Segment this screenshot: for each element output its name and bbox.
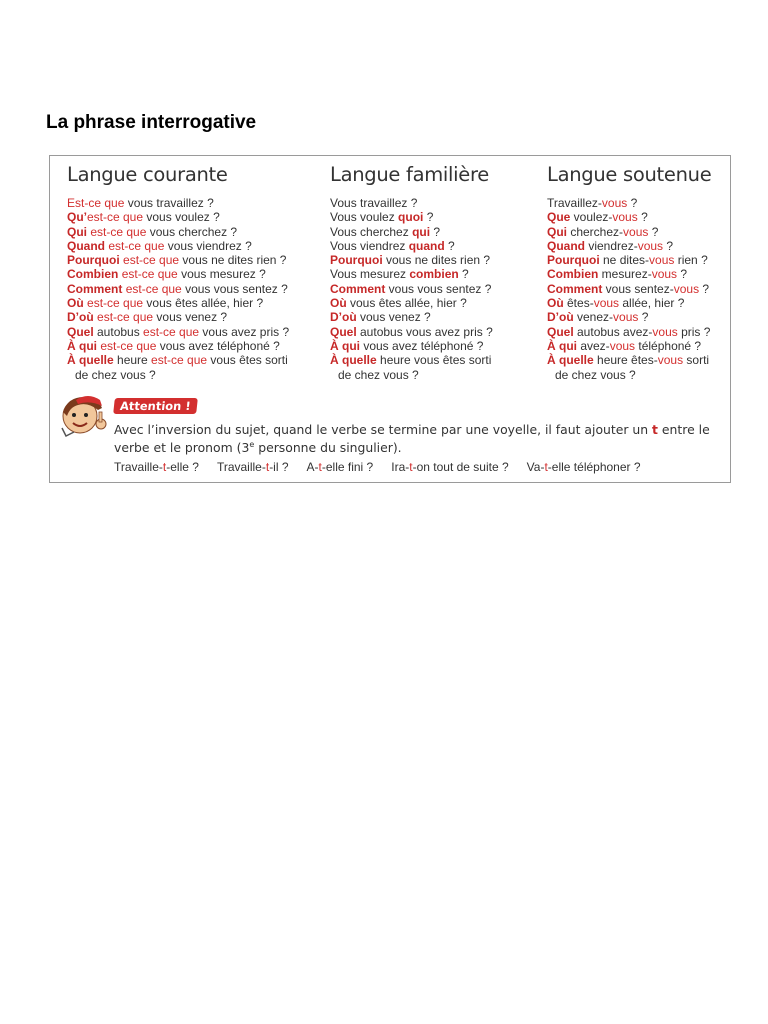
text-segment: ? <box>677 267 688 282</box>
text-segment: ? <box>444 238 455 253</box>
text-segment: vous <box>649 253 675 268</box>
question-line <box>547 325 729 339</box>
text-segment: est-ce que <box>87 210 144 225</box>
question-line <box>547 282 729 296</box>
question-line <box>67 253 329 267</box>
question-line <box>330 368 546 382</box>
question-line <box>547 267 729 281</box>
text-segment: Quand <box>547 238 585 253</box>
text-segment: -elle téléphoner ? <box>547 460 641 474</box>
text-segment: ? <box>648 224 659 239</box>
question-line <box>330 239 546 253</box>
text-segment: Où <box>67 296 84 311</box>
attention-text-part: entre le verbe et le pronom (3 <box>114 422 710 456</box>
text-segment: mesurez- <box>598 267 652 282</box>
text-segment: avez- <box>577 338 610 353</box>
question-line <box>67 225 329 239</box>
text-segment: Combien <box>547 267 599 282</box>
text-segment: À quelle <box>330 353 377 368</box>
text-segment: Qui <box>547 224 567 239</box>
text-segment: D’où <box>67 310 94 325</box>
text-segment: vous mesurez ? <box>177 267 266 282</box>
text-segment: Où <box>330 296 347 311</box>
grammar-box <box>49 155 731 483</box>
text-segment: ? <box>663 238 674 253</box>
question-line <box>330 253 546 267</box>
column-heading: Langue familière <box>330 163 489 186</box>
text-segment: Travaille- <box>114 460 163 474</box>
text-segment: est-ce que <box>87 296 144 311</box>
column-lines <box>67 196 329 382</box>
text-segment: ? <box>430 224 441 239</box>
text-segment: Pourquoi <box>330 253 383 268</box>
text-segment: vous <box>609 338 636 353</box>
question-line <box>547 310 729 324</box>
text-segment: -elle fini ? <box>321 460 374 474</box>
text-segment: combien <box>409 267 459 282</box>
question-line <box>547 225 729 239</box>
attention-note <box>58 392 726 482</box>
text-segment: Est-ce que <box>67 196 125 210</box>
text-segment: Ira- <box>391 460 410 474</box>
text-segment: vous avez téléphoné ? <box>360 338 484 353</box>
text-segment: vous avez téléphoné ? <box>156 338 280 353</box>
question-line <box>330 225 546 239</box>
text-segment: viendrez- <box>585 238 638 253</box>
question-line <box>67 282 329 296</box>
example-question <box>307 460 374 474</box>
text-segment: vous venez ? <box>153 310 228 325</box>
attention-highlight: t <box>652 422 658 437</box>
text-segment: Qu’ <box>67 210 87 225</box>
question-line <box>330 282 546 296</box>
text-segment: vous <box>673 281 700 296</box>
text-segment: de chez vous ? <box>338 367 419 382</box>
text-segment: est-ce que <box>97 310 154 325</box>
text-segment: t <box>544 460 548 474</box>
text-segment: A- <box>306 460 319 474</box>
text-segment: vous ne dites rien ? <box>179 253 287 268</box>
text-segment: Va- <box>526 460 545 474</box>
text-segment: Quel <box>330 324 357 339</box>
text-segment: autobus <box>93 324 144 339</box>
text-segment: heure <box>113 353 152 368</box>
text-segment: vous vous sentez ? <box>181 281 288 296</box>
text-segment: D’où <box>547 310 574 325</box>
question-line <box>547 296 729 310</box>
text-segment: -il ? <box>269 460 289 474</box>
example-question <box>217 460 289 474</box>
text-segment: sorti <box>683 353 710 368</box>
attention-text-part: Avec l’inversion du sujet, quand le verbe se termine par une voyelle, il faut ajouter un <box>114 422 653 437</box>
text-segment: vous vous sentez ? <box>385 281 492 296</box>
text-segment: est-ce que <box>151 353 208 368</box>
text-segment: est-ce que <box>123 253 180 268</box>
text-segment: ? <box>423 210 434 225</box>
text-segment: Comment <box>67 281 123 296</box>
question-line <box>547 339 729 353</box>
example-question <box>391 460 508 474</box>
attention-superscript: e <box>249 440 255 449</box>
text-segment: quoi <box>398 210 424 225</box>
text-segment: t <box>409 460 413 474</box>
text-segment: ? <box>458 267 469 282</box>
text-segment: -elle ? <box>166 460 199 474</box>
text-segment: est-ce que <box>121 267 178 282</box>
text-segment: Comment <box>330 281 386 296</box>
question-line <box>330 325 546 339</box>
text-segment: vous êtes allée, hier ? <box>346 296 467 311</box>
question-line <box>547 353 729 367</box>
question-line <box>67 267 329 281</box>
column-langue-soutenue <box>547 162 729 382</box>
text-segment: ne dites- <box>599 253 650 268</box>
page-title: La phrase interrogative <box>46 112 257 133</box>
attention-text-part: personne du singulier). <box>254 440 402 456</box>
text-segment: ? <box>638 310 649 325</box>
column-lines <box>330 196 546 382</box>
text-segment: vous <box>612 210 638 225</box>
text-segment: vous sentez- <box>602 281 674 296</box>
column-heading: Langue courante <box>67 163 228 186</box>
text-segment: Comment <box>547 281 603 296</box>
text-segment: À qui <box>547 338 577 353</box>
text-segment: cherchez- <box>567 224 624 239</box>
text-segment: qui <box>412 224 431 239</box>
text-segment: vous viendrez ? <box>164 238 252 253</box>
text-segment: t <box>318 460 322 474</box>
question-line <box>547 196 729 210</box>
column-langue-familiere <box>330 162 546 382</box>
text-segment: heure êtes- <box>593 353 658 368</box>
text-segment: ? <box>699 281 710 296</box>
question-line <box>547 368 729 382</box>
text-segment: Vous cherchez <box>330 224 413 239</box>
column-lines <box>547 196 729 382</box>
text-segment: est-ce que <box>108 238 165 253</box>
question-line <box>330 353 546 367</box>
text-segment: vous <box>651 267 678 282</box>
text-segment: est-ce que <box>143 324 200 339</box>
text-segment: Quel <box>67 324 94 339</box>
text-segment: À qui <box>67 338 97 353</box>
text-segment: vous <box>652 324 678 339</box>
text-segment: À qui <box>330 338 360 353</box>
question-line <box>547 239 729 253</box>
question-line <box>67 368 329 382</box>
text-segment: À quelle <box>547 353 594 368</box>
text-segment: est-ce que <box>90 224 147 239</box>
text-segment: vous avez pris ? <box>199 324 290 339</box>
example-question <box>114 460 199 474</box>
text-segment: Pourquoi <box>67 253 120 268</box>
text-segment: Pourquoi <box>547 253 600 268</box>
question-line <box>67 196 329 210</box>
text-segment: vous <box>657 353 684 368</box>
text-segment: t <box>162 460 167 474</box>
text-segment: Qui <box>67 224 87 239</box>
attention-examples <box>114 460 659 474</box>
column-heading: Langue soutenue <box>547 163 712 186</box>
text-segment: heure vous êtes sorti <box>376 353 492 368</box>
text-segment: Quel <box>547 324 574 339</box>
text-segment: quand <box>408 238 445 253</box>
text-segment: t <box>265 460 270 474</box>
text-segment: Travaille- <box>216 460 266 474</box>
question-line <box>67 353 329 367</box>
text-segment: Vous travaillez ? <box>330 196 418 210</box>
question-line <box>67 339 329 353</box>
text-segment: vous êtes allée, hier ? <box>143 296 264 311</box>
text-segment: vous voulez ? <box>143 210 220 225</box>
text-segment: venez- <box>573 310 614 325</box>
question-line <box>330 196 546 210</box>
text-segment: Vous voulez <box>330 210 399 225</box>
text-segment: vous <box>623 224 649 239</box>
text-segment: Quand <box>67 238 105 253</box>
text-segment: vous <box>637 238 664 253</box>
text-segment: Où <box>547 296 564 311</box>
text-segment: vous <box>601 196 628 210</box>
question-line <box>330 210 546 224</box>
question-line <box>330 267 546 281</box>
text-segment: voulez- <box>570 210 613 225</box>
question-line <box>67 239 329 253</box>
text-segment: de chez vous ? <box>555 367 636 382</box>
text-segment: autobus avez- <box>573 324 653 339</box>
text-segment: Que <box>547 210 571 225</box>
text-segment: téléphoné ? <box>635 338 702 353</box>
question-line <box>67 325 329 339</box>
question-line <box>67 310 329 324</box>
text-segment: -on tout de suite ? <box>412 460 509 474</box>
text-segment: vous <box>613 310 639 325</box>
text-segment: de chez vous ? <box>75 367 156 382</box>
text-segment: À quelle <box>67 353 114 368</box>
text-segment: est-ce que <box>100 338 157 353</box>
attention-text <box>114 422 724 455</box>
column-langue-courante <box>67 162 329 382</box>
text-segment: vous travaillez ? <box>124 196 214 210</box>
question-line <box>67 296 329 310</box>
question-line <box>67 210 329 224</box>
text-segment: est-ce que <box>125 281 182 296</box>
text-segment: autobus vous avez pris ? <box>356 324 493 339</box>
text-segment: Travaillez- <box>547 196 602 210</box>
question-line <box>330 339 546 353</box>
text-segment: Vous mesurez <box>330 267 410 282</box>
text-segment: D’où <box>330 310 357 325</box>
attention-badge: Attention ! <box>113 398 197 414</box>
question-line <box>547 253 729 267</box>
question-line <box>330 310 546 324</box>
question-line <box>547 210 729 224</box>
text-segment: vous ne dites rien ? <box>382 253 491 268</box>
text-segment: vous cherchez ? <box>146 224 238 239</box>
text-segment: êtes- <box>563 296 594 311</box>
text-segment: Vous viendrez <box>330 238 409 253</box>
example-question <box>527 460 641 474</box>
text-segment: vous êtes sorti <box>207 353 288 368</box>
text-segment: rien ? <box>674 253 708 268</box>
question-line <box>330 296 546 310</box>
text-segment: Combien <box>67 267 119 282</box>
text-segment: vous venez ? <box>356 310 431 325</box>
text-segment: allée, hier ? <box>619 296 685 311</box>
text-segment: vous <box>593 296 620 311</box>
boy-mascot-icon <box>58 392 108 440</box>
text-segment: ? <box>637 210 648 225</box>
text-segment: pris ? <box>677 324 711 339</box>
text-segment: ? <box>627 196 638 210</box>
